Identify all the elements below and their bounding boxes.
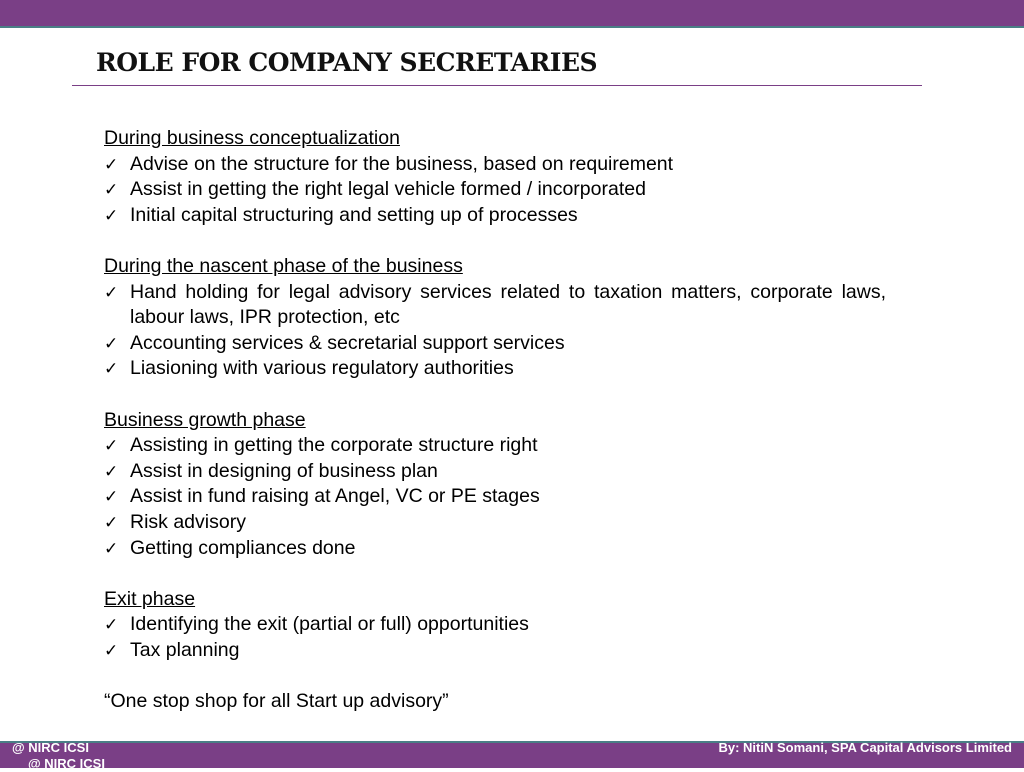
title-divider: [72, 85, 922, 86]
checkmark-icon: ✓: [104, 512, 119, 532]
top-bar: [0, 0, 1024, 28]
list-item-text: Tax planning: [130, 638, 240, 661]
list-item: [104, 280, 886, 331]
section-nascent: [104, 254, 886, 382]
list-item-text: Advise on the structure for the business, based on requirement: [130, 152, 674, 175]
slide-title: ROLE FOR COMPANY SECRETARIES: [96, 48, 598, 77]
list-item: [104, 612, 886, 638]
checkmark-icon: ✓: [104, 487, 119, 507]
section-exit: [104, 587, 886, 664]
checkmark-icon: ✓: [104, 615, 119, 635]
list-item-text: Initial capital structuring and setting up of processes: [130, 203, 578, 226]
list-item-text: Assist in designing of business plan: [130, 459, 438, 482]
checkmark-icon: ✓: [104, 359, 119, 379]
list-item: [104, 484, 886, 510]
section-heading: During business conceptualization: [104, 127, 400, 149]
section-conceptualization: [104, 126, 886, 228]
list-item: [104, 152, 886, 178]
section-growth: [104, 408, 886, 562]
checkmark-icon: ✓: [104, 180, 119, 200]
checkmark-icon: ✓: [104, 154, 119, 174]
checkmark-icon: ✓: [104, 205, 119, 225]
list-item: [104, 459, 886, 485]
list-item: [104, 177, 886, 203]
tagline: “One stop shop for all Start up advisory”: [104, 690, 449, 713]
list-item-text: Assist in fund raising at Angel, VC or PE stages: [130, 485, 540, 508]
checkmark-icon: ✓: [104, 282, 119, 302]
list-item-text: Risk advisory: [130, 510, 246, 533]
checkmark-icon: ✓: [104, 333, 119, 353]
list-item: [104, 510, 886, 536]
list-item: [104, 356, 886, 382]
section-heading: During the nascent phase of the business: [104, 254, 463, 277]
checkmark-icon: ✓: [104, 538, 119, 558]
list-item: [104, 203, 886, 229]
list-item: [104, 433, 886, 459]
list-item-text: Getting compliances done: [130, 536, 356, 559]
list-item-text: Hand holding for legal advisory services related to taxation matters, corporate laws, labour laws, IPR protection, etc: [130, 280, 886, 329]
section-heading: Business growth phase: [104, 408, 306, 431]
footer-author: By: NitiN Somani, SPA Capital Advisors Limited: [718, 740, 1012, 755]
list-item-text: Identifying the exit (partial or full) opportunities: [130, 613, 529, 636]
checkmark-icon: ✓: [104, 461, 119, 481]
checkmark-icon: ✓: [104, 640, 119, 660]
list-item-text: Liasioning with various regulatory authorities: [130, 357, 514, 380]
list-item-text: Accounting services & secretarial support services: [130, 331, 565, 354]
list-item-text: Assist in getting the right legal vehicle formed / incorporated: [130, 178, 646, 201]
section-heading: Exit phase: [104, 587, 196, 610]
list-item: [104, 331, 886, 357]
content-area: [104, 126, 886, 715]
footer-organization-duplicate: @ NIRC ICSI: [28, 756, 105, 771]
list-item-text: Assisting in getting the corporate structure right: [130, 434, 538, 457]
list-item: [104, 536, 886, 562]
footer-organization: @ NIRC ICSI: [12, 740, 89, 755]
list-item: [104, 638, 886, 664]
checkmark-icon: ✓: [104, 436, 119, 456]
